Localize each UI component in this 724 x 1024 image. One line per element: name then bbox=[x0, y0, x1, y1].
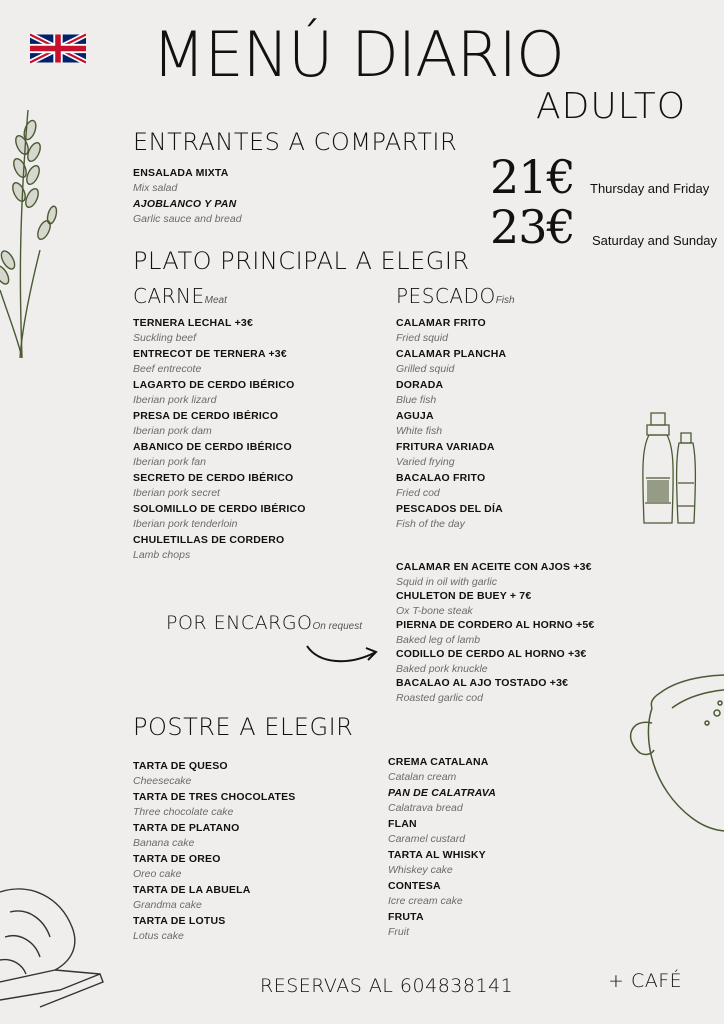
list-item bbox=[396, 378, 443, 408]
item-name: PAN DE CALATRAVA bbox=[388, 787, 496, 799]
item-name: ABANICO DE CERDO IBÉRICO bbox=[133, 441, 292, 453]
item-description: Roasted garlic cod bbox=[396, 692, 483, 704]
item-description: Lotus cake bbox=[133, 930, 184, 942]
item-name: TERNERA LECHAL +3€ bbox=[133, 317, 253, 329]
salt-pepper-illustration bbox=[636, 408, 698, 528]
item-name: CREMA CATALANA bbox=[388, 756, 489, 768]
price-weekend: 23€ bbox=[490, 200, 575, 254]
page-subtitle: ADULTO bbox=[536, 86, 687, 127]
starters-heading: ENTRANTES A COMPARTIR bbox=[133, 128, 458, 156]
item-description: Fried cod bbox=[396, 487, 440, 499]
item-description: White fish bbox=[396, 425, 443, 437]
list-item bbox=[388, 848, 486, 878]
item-name: CALAMAR PLANCHA bbox=[396, 348, 507, 360]
item-description: Oreo cake bbox=[133, 868, 182, 880]
list-item bbox=[396, 347, 506, 377]
item-description: Cheesecake bbox=[133, 775, 192, 787]
item-description: Grilled squid bbox=[396, 363, 455, 375]
item-description: Iberian pork secret bbox=[133, 487, 220, 499]
item-description: Iberian pork tenderloin bbox=[133, 518, 238, 530]
item-description: Ox T-bone steak bbox=[396, 605, 473, 617]
desserts-heading: POSTRE A ELEGIR bbox=[133, 713, 354, 741]
item-name: AGUJA bbox=[396, 410, 434, 422]
list-item bbox=[388, 817, 465, 847]
list-item bbox=[133, 378, 295, 408]
item-description: Fish of the day bbox=[396, 518, 465, 530]
mains-heading: PLATO PRINCIPAL A ELEGIR bbox=[133, 247, 470, 275]
item-name: TARTA DE PLATANO bbox=[133, 822, 240, 834]
item-name: TARTA DE LOTUS bbox=[133, 915, 226, 927]
list-item bbox=[396, 440, 495, 470]
item-name: SOLOMILLO DE CERDO IBÉRICO bbox=[133, 503, 306, 515]
list-item bbox=[133, 821, 239, 851]
item-name: LAGARTO DE CERDO IBÉRICO bbox=[133, 379, 295, 391]
item-description: Calatrava bread bbox=[388, 802, 463, 814]
list-item bbox=[388, 755, 489, 785]
list-item bbox=[396, 676, 568, 706]
price-weekend-days: Saturday and Sunday bbox=[592, 233, 718, 248]
item-description: Three chocolate cake bbox=[133, 806, 234, 818]
item-name: CALAMAR EN ACEITE CON AJOS +3€ bbox=[396, 561, 592, 573]
list-item: ENSALADA MIXTA Mix salad bbox=[133, 167, 229, 194]
bowl-illustration bbox=[622, 668, 724, 838]
item-name: TARTA DE OREO bbox=[133, 853, 221, 865]
item-description: Squid in oil with garlic bbox=[396, 576, 497, 588]
uk-flag-icon bbox=[30, 33, 86, 64]
item-description: Catalan cream bbox=[388, 771, 457, 783]
list-item bbox=[133, 347, 287, 377]
item-description: Grandma cake bbox=[133, 899, 202, 911]
item-name: PRESA DE CERDO IBÉRICO bbox=[133, 410, 279, 422]
item-description: Blue fish bbox=[396, 394, 437, 406]
meat-heading: CARNEMeat bbox=[133, 284, 227, 308]
list-item bbox=[133, 883, 251, 913]
item-name: CALAMAR FRITO bbox=[396, 317, 486, 329]
page-title: MENÚ DIARIO bbox=[152, 18, 564, 91]
list-item bbox=[133, 852, 221, 882]
item-description: Fried squid bbox=[396, 332, 448, 344]
item-name: CONTESA bbox=[388, 880, 441, 892]
list-item bbox=[396, 316, 486, 346]
list-item bbox=[133, 409, 278, 439]
bread-illustration bbox=[0, 882, 105, 1012]
item-name: SECRETO DE CERDO IBÉRICO bbox=[133, 472, 294, 484]
list-item bbox=[388, 910, 424, 940]
list-item bbox=[133, 471, 293, 501]
item-description: Iberian pork dam bbox=[133, 425, 212, 437]
fish-heading: PESCADOFish bbox=[396, 284, 515, 308]
list-item bbox=[133, 440, 292, 470]
list-item bbox=[388, 786, 496, 816]
list-item bbox=[396, 409, 442, 439]
coffee-text: + CAFÉ bbox=[608, 970, 683, 992]
list-item bbox=[133, 533, 284, 563]
item-name: DORADA bbox=[396, 379, 444, 391]
list-item bbox=[133, 502, 306, 532]
wheat-illustration bbox=[0, 100, 60, 365]
list-item bbox=[396, 589, 531, 619]
item-name: TARTA DE QUESO bbox=[133, 760, 228, 772]
item-name: FRITURA VARIADA bbox=[396, 441, 495, 453]
item-description: Baked leg of lamb bbox=[396, 634, 481, 646]
item-description: Caramel custard bbox=[388, 833, 466, 845]
item-name: CHULETILLAS DE CORDERO bbox=[133, 534, 285, 546]
item-description: Icre cream cake bbox=[388, 895, 463, 907]
item-name: TARTA DE LA ABUELA bbox=[133, 884, 251, 896]
item-name: PIERNA DE CORDERO AL HORNO +5€ bbox=[396, 619, 595, 631]
special-order-heading: POR ENCARGOOn request bbox=[166, 612, 362, 634]
price-weekday: 21€ bbox=[490, 150, 575, 204]
item-name: CODILLO DE CERDO AL HORNO +3€ bbox=[396, 648, 587, 660]
list-item bbox=[388, 879, 463, 909]
arrow-icon bbox=[304, 636, 382, 670]
item-name: ENTRECOT DE TERNERA +3€ bbox=[133, 348, 287, 360]
list-item bbox=[396, 471, 485, 501]
item-description: Varied frying bbox=[396, 456, 455, 468]
item-description: Beef entrecote bbox=[133, 363, 202, 375]
item-description: Banana cake bbox=[133, 837, 195, 849]
list-item: AJOBLANCO Y PAN Garlic sauce and bread bbox=[133, 198, 242, 225]
item-description: Lamb chops bbox=[133, 549, 191, 561]
item-name: TARTA DE TRES CHOCOLATES bbox=[133, 791, 296, 803]
item-name: FLAN bbox=[388, 818, 417, 830]
item-name: BACALAO AL AJO TOSTADO +3€ bbox=[396, 677, 569, 689]
item-description: Whiskey cake bbox=[388, 864, 453, 876]
item-name: CHULETON DE BUEY + 7€ bbox=[396, 590, 532, 602]
list-item bbox=[133, 316, 253, 346]
item-name: FRUTA bbox=[388, 911, 424, 923]
item-description: Iberian pork lizard bbox=[133, 394, 217, 406]
item-description: Iberian pork fan bbox=[133, 456, 206, 468]
list-item bbox=[396, 560, 592, 590]
list-item bbox=[396, 647, 586, 677]
item-name: PESCADOS DEL DÍA bbox=[396, 503, 503, 515]
list-item bbox=[133, 790, 296, 820]
item-description: Baked pork knuckle bbox=[396, 663, 488, 675]
price-weekday-days: Thursday and Friday bbox=[590, 181, 710, 196]
list-item bbox=[133, 914, 225, 944]
list-item bbox=[133, 759, 228, 789]
list-item bbox=[396, 618, 594, 648]
reservations-text: RESERVAS AL 604838141 bbox=[260, 975, 514, 997]
item-name: TARTA AL WHISKY bbox=[388, 849, 486, 861]
item-description: Suckling beef bbox=[133, 332, 197, 344]
item-name: BACALAO FRITO bbox=[396, 472, 486, 484]
list-item bbox=[396, 502, 503, 532]
item-description: Fruit bbox=[388, 926, 409, 938]
